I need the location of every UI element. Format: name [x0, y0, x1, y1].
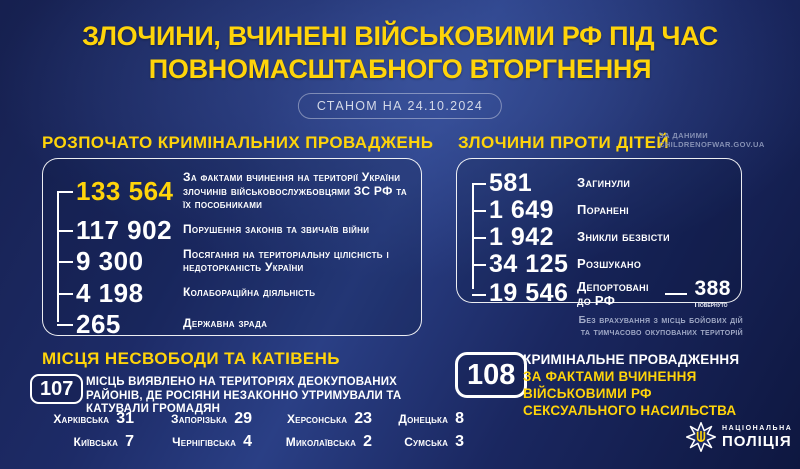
- stat-value: 1 649: [489, 198, 577, 223]
- region-value: 31: [116, 410, 134, 427]
- stat-value: 34 125: [489, 252, 577, 277]
- regions-grid: [30, 410, 464, 451]
- bracket-line: [472, 183, 474, 289]
- sexual-violence-line1: КРИМІНАЛЬНЕ ПРОВАДЖЕННЯ: [523, 352, 740, 367]
- sexual-violence-line2: ЗА ФАКТАМИ ВЧИНЕННЯ: [523, 369, 697, 384]
- stat-row: [489, 224, 731, 250]
- region-name: Донецька: [398, 412, 449, 426]
- crimes-against-children-header: ЗЛОЧИНИ ПРОТИ ДІТЕЙ: [458, 133, 670, 152]
- region-name: Запорізька: [171, 412, 228, 426]
- stat-value: 9 300: [76, 248, 183, 274]
- national-police-logo: [686, 422, 792, 452]
- region-value: 3: [455, 433, 464, 450]
- police-badge-icon: [686, 422, 716, 452]
- stat-value: 19 546: [489, 281, 577, 306]
- poster-title-line2: ПОВНОМАСШТАБНОГО ВТОРГНЕННЯ: [148, 54, 652, 84]
- stat-row: [489, 170, 731, 196]
- stat-value: 265: [76, 311, 183, 337]
- bracket-line: [57, 191, 59, 322]
- stat-row: [76, 277, 411, 308]
- returned-stat: [694, 278, 731, 309]
- children-footnote-line2: та тимчасово окупованих територій: [580, 325, 743, 338]
- stat-value: 581: [489, 171, 577, 196]
- region-stat: [30, 410, 134, 428]
- stat-value: 4 198: [76, 280, 183, 306]
- poster-title-line1: ЗЛОЧИНИ, ВЧИНЕНІ ВІЙСЬКОВИМИ РФ ПІД ЧАС: [82, 21, 718, 51]
- stat-row: [489, 278, 731, 309]
- region-value: 4: [243, 433, 252, 450]
- stat-row: [76, 308, 411, 339]
- stat-label: Розшукано: [577, 256, 642, 271]
- police-logo-line2: ПОЛІЦІЯ: [722, 432, 792, 450]
- region-stat: [258, 410, 372, 428]
- region-name: Харківська: [53, 412, 110, 426]
- data-source-line2: CHILDRENOFWAR.GOV.UA: [659, 140, 765, 149]
- poster-title: [0, 20, 800, 86]
- connector-dash: [665, 293, 687, 295]
- region-stat: [140, 410, 252, 428]
- stat-row: [76, 248, 411, 275]
- sexual-violence-text: [523, 351, 739, 419]
- region-value: 23: [354, 410, 372, 427]
- region-name: Миколаївська: [285, 435, 357, 449]
- stat-label: Порушення законів та звичаїв війни: [183, 221, 370, 236]
- stat-label: Посягання на територіальну цілісність і недоторканість України: [183, 246, 389, 274]
- stat-row: [76, 214, 411, 245]
- region-stat: [378, 433, 464, 451]
- crimes-against-children-box: [456, 158, 742, 309]
- stat-row: [489, 197, 731, 223]
- detention-places-header: МІСЦЯ НЕСВОБОДИ ТА КАТІВЕНЬ: [42, 349, 340, 368]
- stat-label: Поранені: [577, 202, 629, 217]
- children-footnote: [578, 315, 743, 338]
- stat-value: 133 564: [76, 178, 183, 204]
- region-name: Чернігівська: [172, 435, 237, 449]
- region-name: Сумська: [404, 435, 449, 449]
- stat-label: Загинули: [577, 175, 631, 190]
- stat-label: Депортовані до РФ: [577, 278, 649, 308]
- sexual-violence-count-badge: 108: [455, 352, 527, 398]
- region-value: 8: [455, 410, 464, 427]
- region-stat: [258, 433, 372, 451]
- data-source-line1: ЗА ДАНИМИ: [659, 131, 709, 140]
- police-logo-text: [722, 425, 792, 450]
- region-value: 2: [363, 433, 372, 450]
- stat-label: Колабораційна діяльність: [183, 284, 316, 299]
- stat-row: [489, 251, 731, 277]
- sexual-violence-line4: СЕКСУАЛЬНОГО НАСИЛЬСТВА: [523, 403, 737, 418]
- deported-row: [577, 278, 731, 309]
- data-source-note: [659, 131, 765, 149]
- region-name: Херсонська: [286, 412, 348, 426]
- children-footnote-line1: Без врахування з місць бойових дій: [578, 314, 743, 326]
- criminal-proceedings-box: [42, 158, 422, 339]
- region-stat: [378, 410, 464, 428]
- as-of-date-pill: СТАНОМ НА 24.10.2024: [298, 93, 502, 119]
- stat-label: Зникли безвісти: [577, 229, 670, 244]
- stat-label: За фактами вчинення на території України злочинів військовослужбовцями ЗС РФ та їх пособниками: [183, 170, 408, 211]
- stat-value: 117 902: [76, 217, 183, 243]
- region-stat: [30, 433, 134, 451]
- returned-value: 388: [694, 277, 731, 300]
- region-value: 29: [234, 410, 252, 427]
- sexual-violence-line3: ВІЙСЬКОВИМИ РФ: [523, 386, 652, 401]
- detention-places-count-badge: 107: [30, 374, 83, 404]
- stat-value: 1 942: [489, 225, 577, 250]
- stat-row: [76, 171, 411, 212]
- region-stat: [140, 433, 252, 451]
- region-value: 7: [125, 433, 134, 450]
- detention-places-description: МІСЦЬ ВИЯВЛЕНО НА ТЕРИТОРІЯХ ДЕОКУПОВАНИХ РАЙОНІВ, ДЕ РОСІЯНИ НЕЗАКОННО УТРИМУВАЛИ ТА КАТУВАЛИ ГРОМАДЯН: [86, 376, 402, 415]
- criminal-proceedings-header: РОЗПОЧАТО КРИМІНАЛЬНИХ ПРОВАДЖЕНЬ: [42, 133, 434, 152]
- returned-label: Повернуто: [694, 300, 728, 309]
- stat-label: Державна зрада: [183, 315, 268, 330]
- region-name: Київська: [73, 435, 119, 449]
- police-logo-line1: НАЦІОНАЛЬНА: [722, 424, 793, 432]
